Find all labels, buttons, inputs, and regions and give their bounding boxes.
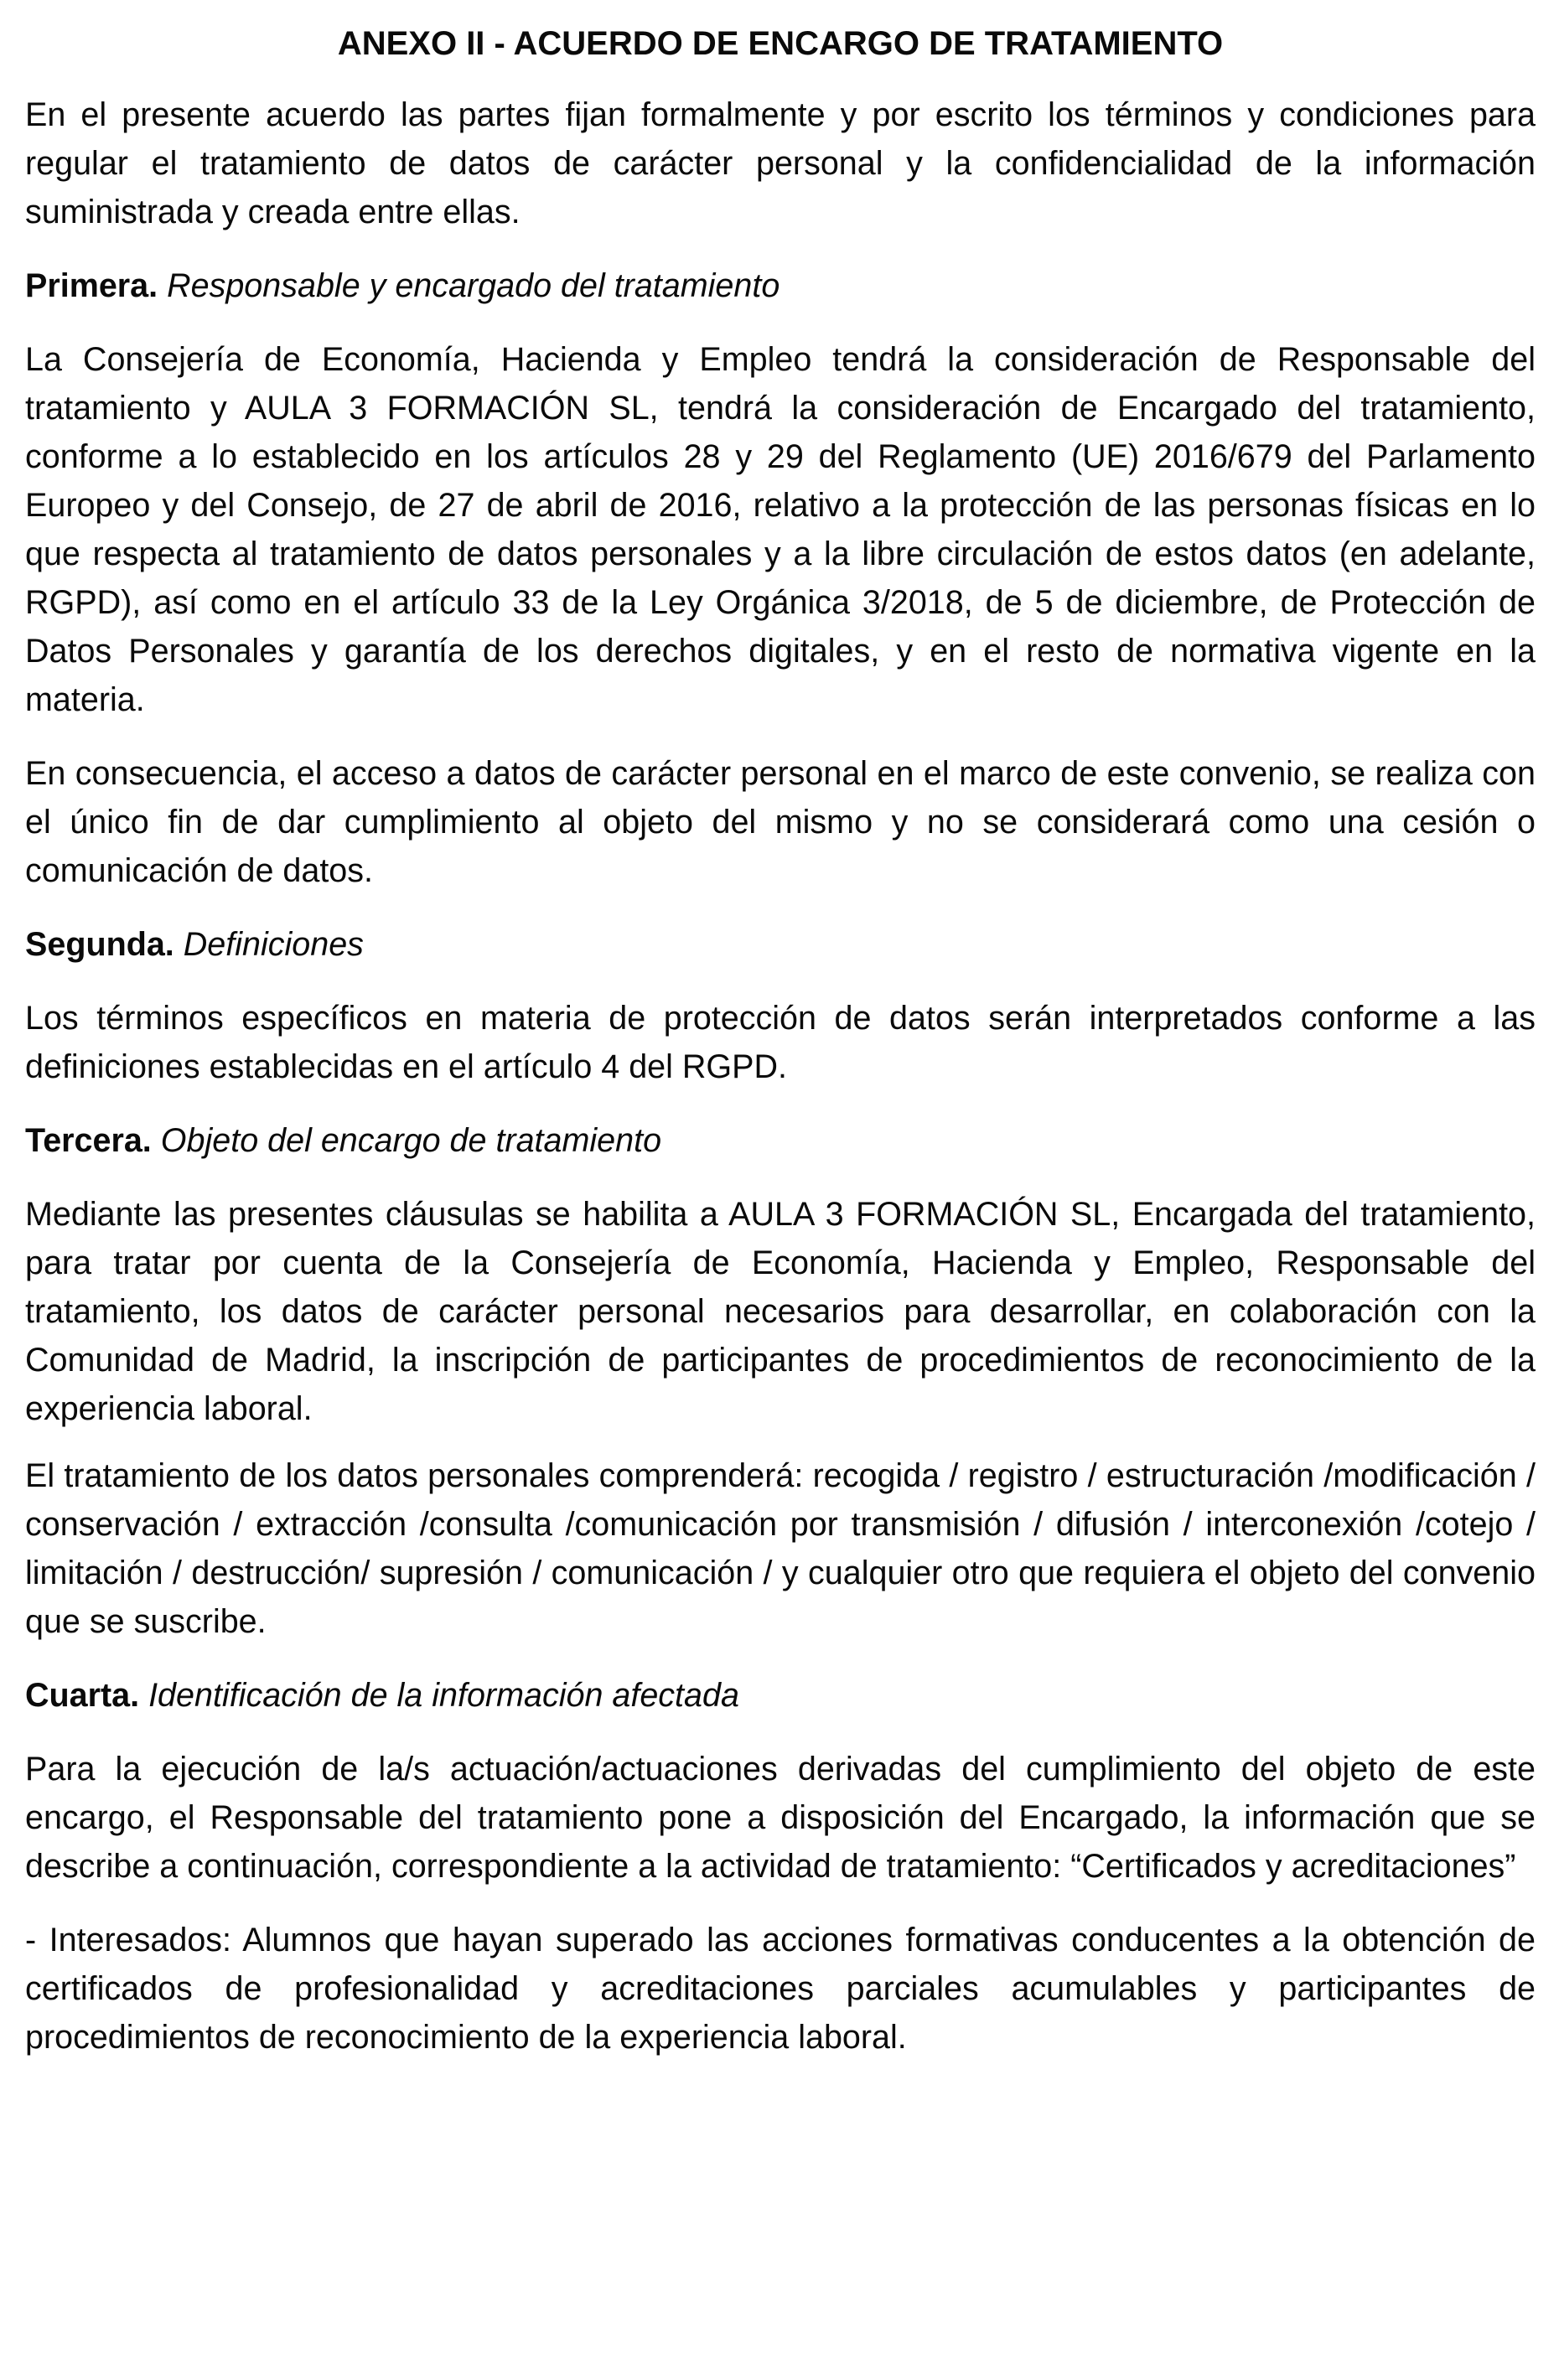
- clause-paragraph: Para la ejecución de la/s actuación/actuaciones derivadas del cumplimiento del objeto de este encargo, el Responsable del tratamiento pone a disposición del Encargado, la información que se describe a continuación, correspondiente a la actividad de tratamiento: “Certificados y acreditaciones”: [25, 1751, 1536, 1885]
- clause-paragraph: Los términos específicos en materia de protección de datos serán interpretados conforme a las definiciones establecidas en el artículo 4 del RGPD.: [25, 1000, 1536, 1085]
- clause-label: Tercera.: [25, 1122, 152, 1159]
- clause-paragraph: En consecuencia, el acceso a datos de carácter personal en el marco de este convenio, se realiza con el único fin de dar cumplimiento al objeto del mismo y no se considerará como una cesión o comunicación de datos.: [25, 755, 1536, 889]
- clause-subject: Objeto del encargo de tratamiento: [160, 1122, 662, 1159]
- clause-subject: Definiciones: [183, 926, 364, 963]
- clause-label: Cuarta.: [25, 1677, 140, 1714]
- clause-label: Primera.: [25, 267, 158, 304]
- clause-subject: Identificación de la información afectada: [148, 1677, 739, 1714]
- clause-paragraph: El tratamiento de los datos personales comprenderá: recogida / registro / estructuración /modificación / conservación / extracción /consulta /comunicación por transmisión / difusión / interconexión /cotejo / limitación / destrucción/ supresión / comunicación / y cualquier otro que requiera el objeto del convenio que se suscribe.: [25, 1457, 1536, 1640]
- intro-paragraph: En el presente acuerdo las partes fijan formalmente y por escrito los términos y condiciones para regular el tratamiento de datos de carácter personal y la confidencialidad de la información suministrada y creada entre ellas.: [25, 96, 1536, 230]
- clause-paragraph: La Consejería de Economía, Hacienda y Empleo tendrá la consideración de Responsable del tratamiento y AULA 3 FORMACIÓN SL, tendrá la consideración de Encargado del tratamiento, conforme a lo establecido en los artículos 28 y 29 del Reglamento (UE) 2016/679 del Parlamento Europeo y del Consejo, de 27 de abril de 2016, relativo a la protección de las personas físicas en lo que respecta al tratamiento de datos personales y a la libre circulación de estos datos (en adelante, RGPD), así como en el artículo 33 de la Ley Orgánica 3/2018, de 5 de diciembre, de Protección de Datos Personales y garantía de los derechos digitales, y en el resto de normativa vigente en la materia.: [25, 341, 1536, 718]
- document-title: ANEXO II - ACUERDO DE ENCARGO DE TRATAMIENTO: [337, 25, 1224, 62]
- clause-heading-primera: [25, 261, 1536, 310]
- clause-paragraph: - Interesados: Alumnos que hayan superado las acciones formativas conducentes a la obtención de certificados de profesionalidad y acreditaciones parciales acumulables y participantes de procedimientos de reconocimiento de la experiencia laboral.: [25, 1922, 1536, 2056]
- clause-label: Segunda.: [25, 926, 174, 963]
- clause-heading-segunda: [25, 920, 1536, 969]
- clause-subject: Responsable y encargado del tratamiento: [167, 267, 780, 304]
- clause-paragraph: Mediante las presentes cláusulas se habilita a AULA 3 FORMACIÓN SL, Encargada del tratamiento, para tratar por cuenta de la Consejería de Economía, Hacienda y Empleo, Responsable del tratamiento, los datos de carácter personal necesarios para desarrollar, en colaboración con la Comunidad de Madrid, la inscripción de participantes de procedimientos de reconocimiento de la experiencia laboral.: [25, 1196, 1536, 1427]
- clause-heading-cuarta: [25, 1671, 1536, 1720]
- clause-heading-tercera: [25, 1116, 1536, 1165]
